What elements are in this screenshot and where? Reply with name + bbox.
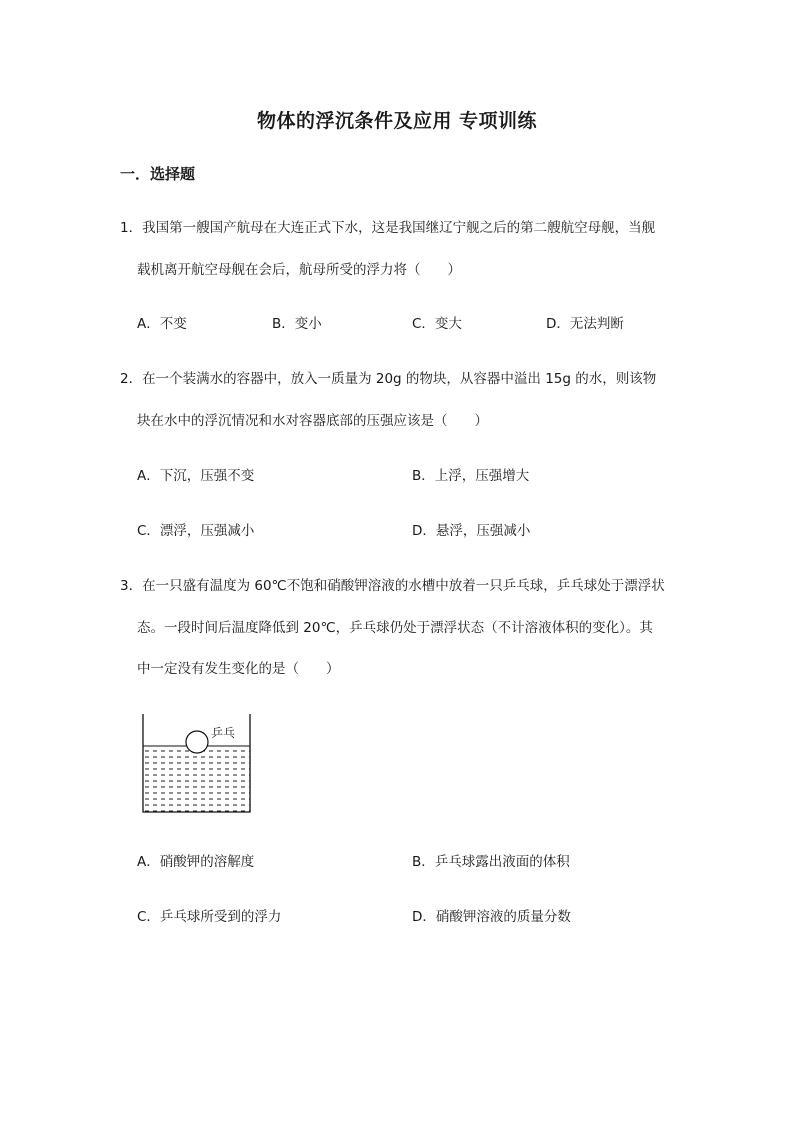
question-3-option-a: A．硝酸钾的溶解度 xyxy=(137,854,255,870)
ping-pong-ball xyxy=(186,731,208,753)
question-2-option-d: D．悬浮，压强减小 xyxy=(412,523,531,539)
question-1-line-2: 载机离开航空母舰在会后，航母所受的浮力将（ ） xyxy=(137,262,461,278)
water-tank-svg xyxy=(136,712,256,816)
question-2-line-2: 块在水中的浮沉情况和水对容器底部的压强应该是（ ） xyxy=(137,413,488,429)
question-3-option-b: B．乒乓球露出液面的体积 xyxy=(412,854,570,870)
question-3-line-2: 态。一段时间后温度降低到 20℃，乒乓球仍处于漂浮状态（不计溶液体积的变化）。其 xyxy=(137,620,653,636)
section-heading: 一．选择题 xyxy=(120,165,196,183)
water-tank-diagram xyxy=(136,712,256,816)
question-3-line-1: 3．在一只盛有温度为 60℃不饱和硝酸钾溶液的水槽中放着一只乒乓球，乒乓球处于漂浮状 xyxy=(120,578,665,594)
question-3-option-d: D．硝酸钾溶液的质量分数 xyxy=(412,909,571,925)
question-3-option-c: C．乒乓球所受到的浮力 xyxy=(137,909,282,925)
question-2-option-a: A．下沉，压强不变 xyxy=(137,468,255,484)
question-1-option-a: A．不变 xyxy=(137,316,187,332)
question-3-line-3: 中一定没有发生变化的是（ ） xyxy=(137,661,340,677)
question-2-line-1: 2．在一个装满水的容器中，放入一质量为 20g 的物块，从容器中溢出 15g 的水，则该物 xyxy=(120,371,657,387)
page-title: 物体的浮沉条件及应用 专项训练 xyxy=(256,110,538,132)
ball-label: 乒乓 xyxy=(211,726,236,740)
question-1-line-1: 1．我国第一艘国产航母在大连正式下水，这是我国继辽宁舰之后的第二艘航空母舰，当舰 xyxy=(120,220,656,236)
question-1-option-d: D．无法判断 xyxy=(546,316,624,332)
question-1-option-c: C．变大 xyxy=(412,316,462,332)
question-1-option-b: B．变小 xyxy=(272,316,322,332)
liquid-hatching xyxy=(143,746,250,812)
question-2-option-c: C．漂浮，压强减小 xyxy=(137,523,255,539)
question-2-option-b: B．上浮，压强增大 xyxy=(412,468,530,484)
